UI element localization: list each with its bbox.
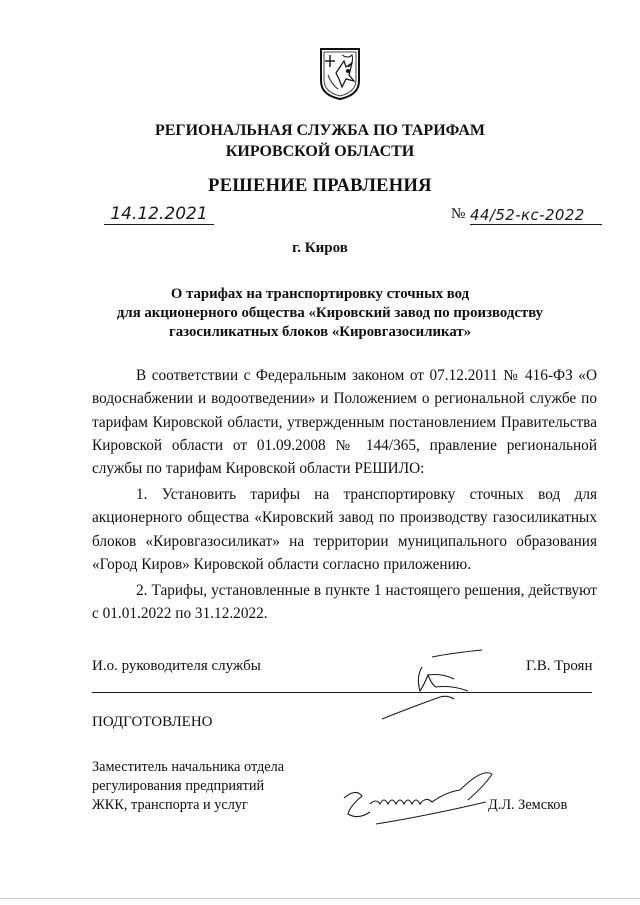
subject-line-1: О тарифах на транспортировку сточных вод xyxy=(170,286,470,302)
handwritten-document-number: 44/52-кс-2022 xyxy=(470,206,602,225)
document-type-title: РЕШЕНИЕ ПРАВЛЕНИЯ xyxy=(208,176,432,196)
preparer-role xyxy=(92,758,284,815)
decision-item-2: 2. Тарифы, установленные в пункте 1 настоящего решения, действуют с 01.01.2022 по 31.12.2022. xyxy=(92,582,597,623)
decision-item-1: 1. Установить тарифы на транспортировку сточных вод для акционерного общества «Кировский завод по производству газосиликатных блоков «Кировгазосиликат» на территории муниципального образования «Город Киров» Кировской области согласно приложению. xyxy=(92,486,597,573)
preparer-role-line-1: Заместитель начальника отдела xyxy=(92,759,285,775)
signatory-role: И.о. руководителя службы xyxy=(92,658,261,674)
signatory-name: Г.В. Троян xyxy=(526,658,593,674)
organization-name-line-1: РЕГИОНАЛЬНАЯ СЛУЖБА ПО ТАРИФАМ xyxy=(154,122,486,139)
number-label: № xyxy=(451,206,466,222)
kirov-coat-of-arms-icon xyxy=(318,45,362,101)
subject-line-2: для акционерного общества «Кировский завод по производству xyxy=(116,305,544,321)
subject-line-3: газосиликатных блоков «Кировгазосиликат» xyxy=(168,324,472,340)
horizontal-divider xyxy=(92,692,592,693)
city-name: г. Киров xyxy=(292,240,348,256)
preparer-name: Д.Л. Земсков xyxy=(488,797,568,813)
page-bottom-edge xyxy=(0,898,640,899)
preamble-paragraph: В соответствии с Федеральным законом от 07.12.2011 № 416-ФЗ «О водоснабжении и водоотведении» и Положением о региональной службе по тарифам Кировской области, утвержденным постановлением Правительства Кировской области от 01.09.2008 № 144/365, правление региональной службы по тарифам Кировской области РЕШИЛО: xyxy=(92,367,597,478)
signature-troyan xyxy=(372,645,502,725)
signature-zemskov xyxy=(336,762,496,832)
organization-name-line-2: КИРОВСКОЙ ОБЛАСТИ xyxy=(225,143,415,160)
preparer-role-line-2: регулирования предприятий xyxy=(92,778,265,794)
preparer-role-line-3: ЖКК, транспорта и услуг xyxy=(92,797,248,813)
prepared-label: ПОДГОТОВЛЕНО xyxy=(92,714,213,730)
handwritten-date: 14.12.2021 xyxy=(104,204,214,225)
